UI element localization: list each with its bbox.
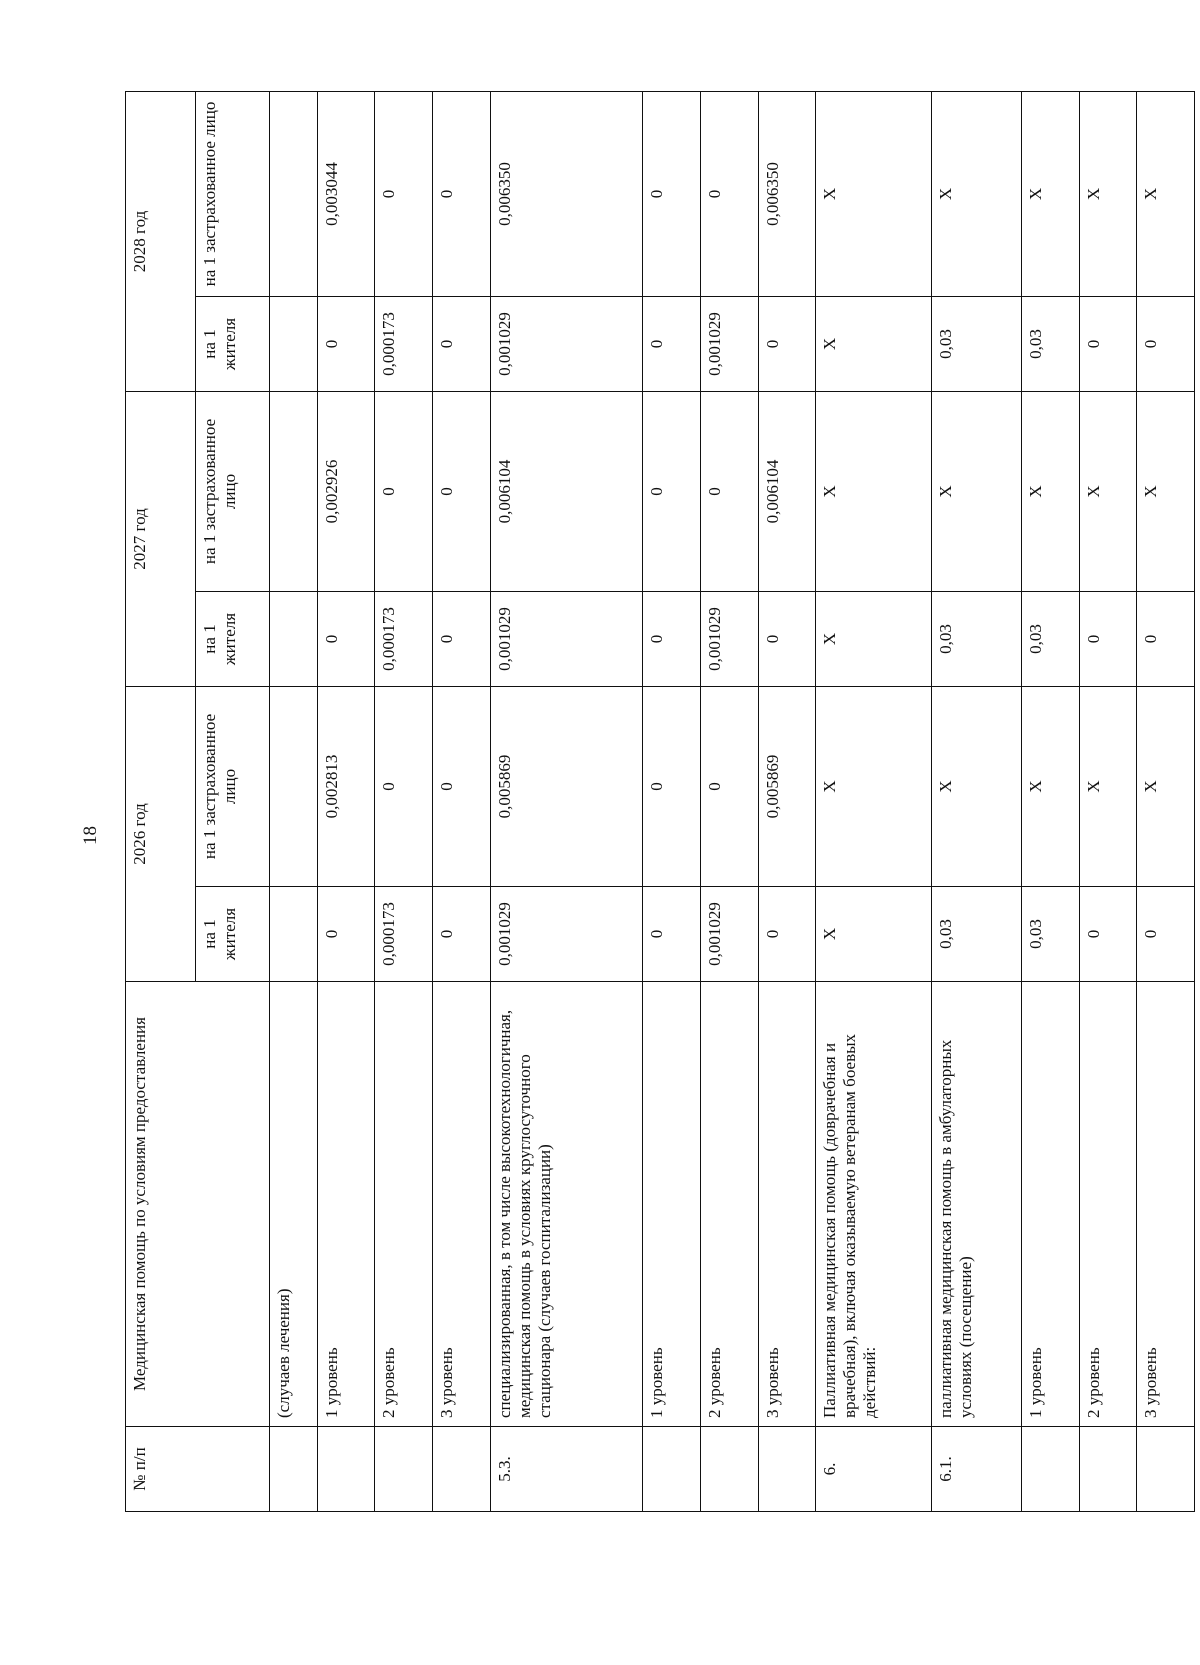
header-year-2027: 2027 год (126, 392, 196, 687)
row-number (1137, 1427, 1195, 1512)
row-label: паллиативная медицинская помощь в амбулаторных условиях (посещение) (931, 982, 1021, 1427)
row-number (317, 1427, 375, 1512)
value-per-insured: X (931, 687, 1021, 887)
header-sub-insured: на 1 застрахованное лицо (196, 687, 270, 887)
row-number: 6.1. (931, 1427, 1021, 1512)
value-per-insured: 0,002813 (317, 687, 375, 887)
value-per-insured: X (931, 92, 1021, 297)
value-per-resident: 0 (1137, 297, 1195, 392)
value-per-insured: 0 (643, 392, 701, 592)
value-per-insured: 0 (375, 92, 433, 297)
table-row (317, 92, 375, 1512)
row-label: 3 уровень (758, 982, 816, 1427)
value-per-insured: 0 (701, 92, 759, 297)
value-per-resident: X (816, 592, 931, 687)
value-per-insured: X (1137, 92, 1195, 297)
value-per-insured: 0 (643, 92, 701, 297)
table-row (1079, 92, 1137, 1512)
value-per-resident: 0,001029 (490, 592, 643, 687)
value-per-insured: 0,006104 (758, 392, 816, 592)
value-per-resident: 0 (1079, 297, 1137, 392)
table-row (270, 92, 318, 1512)
value-per-resident (270, 592, 318, 687)
value-per-insured: X (1079, 687, 1137, 887)
value-per-resident: 0 (643, 592, 701, 687)
value-per-resident: 0 (1079, 887, 1137, 982)
row-number (1021, 1427, 1079, 1512)
value-per-insured: X (1021, 392, 1079, 592)
value-per-resident: 0,001029 (701, 297, 759, 392)
value-per-resident: 0,03 (1021, 592, 1079, 687)
value-per-insured (270, 392, 318, 592)
table-row (701, 92, 759, 1512)
value-per-resident (270, 297, 318, 392)
value-per-resident: 0 (432, 592, 490, 687)
value-per-insured: 0 (432, 392, 490, 592)
header-sub-resident: на 1 жителя (196, 297, 270, 392)
value-per-insured: 0 (432, 687, 490, 887)
value-per-insured: X (816, 92, 931, 297)
value-per-resident: 0 (317, 592, 375, 687)
value-per-insured: X (1137, 392, 1195, 592)
value-per-insured: 0,005869 (490, 687, 643, 887)
value-per-resident: 0 (643, 887, 701, 982)
rotated-table-frame (125, 92, 1195, 1512)
value-per-insured: 0,006104 (490, 392, 643, 592)
value-per-resident: 0,03 (1021, 297, 1079, 392)
value-per-resident: 0,001029 (701, 887, 759, 982)
page-number: 18 (80, 826, 101, 845)
value-per-resident: 0,000173 (375, 297, 433, 392)
value-per-resident: 0 (758, 887, 816, 982)
table-row (1137, 92, 1195, 1512)
table-row (1021, 92, 1079, 1512)
value-per-insured: 0 (701, 392, 759, 592)
row-label: 2 уровень (701, 982, 759, 1427)
header-year-2028: 2028 год (126, 92, 196, 392)
value-per-insured: 0,003044 (317, 92, 375, 297)
header-row-years (126, 92, 196, 1512)
value-per-insured: 0 (432, 92, 490, 297)
header-sub-insured: на 1 застрахованное лицо (196, 92, 270, 297)
value-per-resident: 0,03 (1021, 887, 1079, 982)
value-per-resident: 0 (758, 297, 816, 392)
value-per-resident: X (816, 297, 931, 392)
value-per-resident: 0,000173 (375, 887, 433, 982)
value-per-resident: 0,001029 (490, 297, 643, 392)
row-label: 3 уровень (1137, 982, 1195, 1427)
value-per-resident: 0 (432, 887, 490, 982)
value-per-resident: 0,001029 (490, 887, 643, 982)
table-row (432, 92, 490, 1512)
row-label: Паллиативная медицинская помощь (доврачебная и врачебная), включая оказываемую ветеранам боевых действий: (816, 982, 931, 1427)
row-label: 1 уровень (643, 982, 701, 1427)
table-row (490, 92, 643, 1512)
value-per-resident: 0 (432, 297, 490, 392)
table-row (931, 92, 1021, 1512)
value-per-insured: X (1021, 92, 1079, 297)
value-per-resident: 0 (1137, 592, 1195, 687)
row-number: 5.3. (490, 1427, 643, 1512)
value-per-insured: 0,006350 (758, 92, 816, 297)
row-number (758, 1427, 816, 1512)
header-num: № п/п (126, 1427, 270, 1512)
value-per-resident: 0 (317, 297, 375, 392)
row-number (1079, 1427, 1137, 1512)
row-number (701, 1427, 759, 1512)
value-per-resident: 0,03 (931, 297, 1021, 392)
value-per-resident: 0 (758, 592, 816, 687)
row-label: специализированная, в том числе высокотехнологичная, медицинская помощь в условиях круглосуточного стационара (случаев госпитализации) (490, 982, 643, 1427)
value-per-resident: 0,03 (931, 592, 1021, 687)
table-row (375, 92, 433, 1512)
value-per-insured: X (1079, 92, 1137, 297)
row-number: 6. (816, 1427, 931, 1512)
row-label: 1 уровень (1021, 982, 1079, 1427)
value-per-insured: 0,006350 (490, 92, 643, 297)
row-number (432, 1427, 490, 1512)
norms-table (125, 91, 1195, 1512)
table-row (643, 92, 701, 1512)
value-per-resident: 0,001029 (701, 592, 759, 687)
header-name: Медицинская помощь по условиям предоставления (126, 982, 270, 1427)
value-per-resident: 0,000173 (375, 592, 433, 687)
row-label: 2 уровень (1079, 982, 1137, 1427)
row-label: 1 уровень (317, 982, 375, 1427)
value-per-insured: 0 (375, 687, 433, 887)
value-per-insured: X (816, 687, 931, 887)
table-row (758, 92, 816, 1512)
value-per-resident: 0 (317, 887, 375, 982)
header-sub-resident: на 1 жителя (196, 592, 270, 687)
value-per-insured: X (931, 392, 1021, 592)
row-label: 2 уровень (375, 982, 433, 1427)
value-per-insured (270, 687, 318, 887)
header-sub-resident: на 1 жителя (196, 887, 270, 982)
value-per-resident: 0 (643, 297, 701, 392)
header-year-2026: 2026 год (126, 687, 196, 982)
value-per-insured: 0 (643, 687, 701, 887)
value-per-resident: 0 (1137, 887, 1195, 982)
value-per-insured: 0,005869 (758, 687, 816, 887)
row-number (270, 1427, 318, 1512)
value-per-insured: X (1137, 687, 1195, 887)
value-per-insured (270, 92, 318, 297)
row-number (375, 1427, 433, 1512)
value-per-resident: 0 (1079, 592, 1137, 687)
table-body (270, 92, 1195, 1512)
value-per-insured: 0,002926 (317, 392, 375, 592)
value-per-insured: 0 (375, 392, 433, 592)
row-number (643, 1427, 701, 1512)
value-per-resident (270, 887, 318, 982)
value-per-insured: X (1079, 392, 1137, 592)
value-per-insured: X (816, 392, 931, 592)
value-per-resident: X (816, 887, 931, 982)
value-per-resident: 0,03 (931, 887, 1021, 982)
value-per-insured: 0 (701, 687, 759, 887)
row-label: (случаев лечения) (270, 982, 318, 1427)
value-per-insured: X (1021, 687, 1079, 887)
header-sub-insured: на 1 застрахованное лицо (196, 392, 270, 592)
row-label: 3 уровень (432, 982, 490, 1427)
table-row (816, 92, 931, 1512)
